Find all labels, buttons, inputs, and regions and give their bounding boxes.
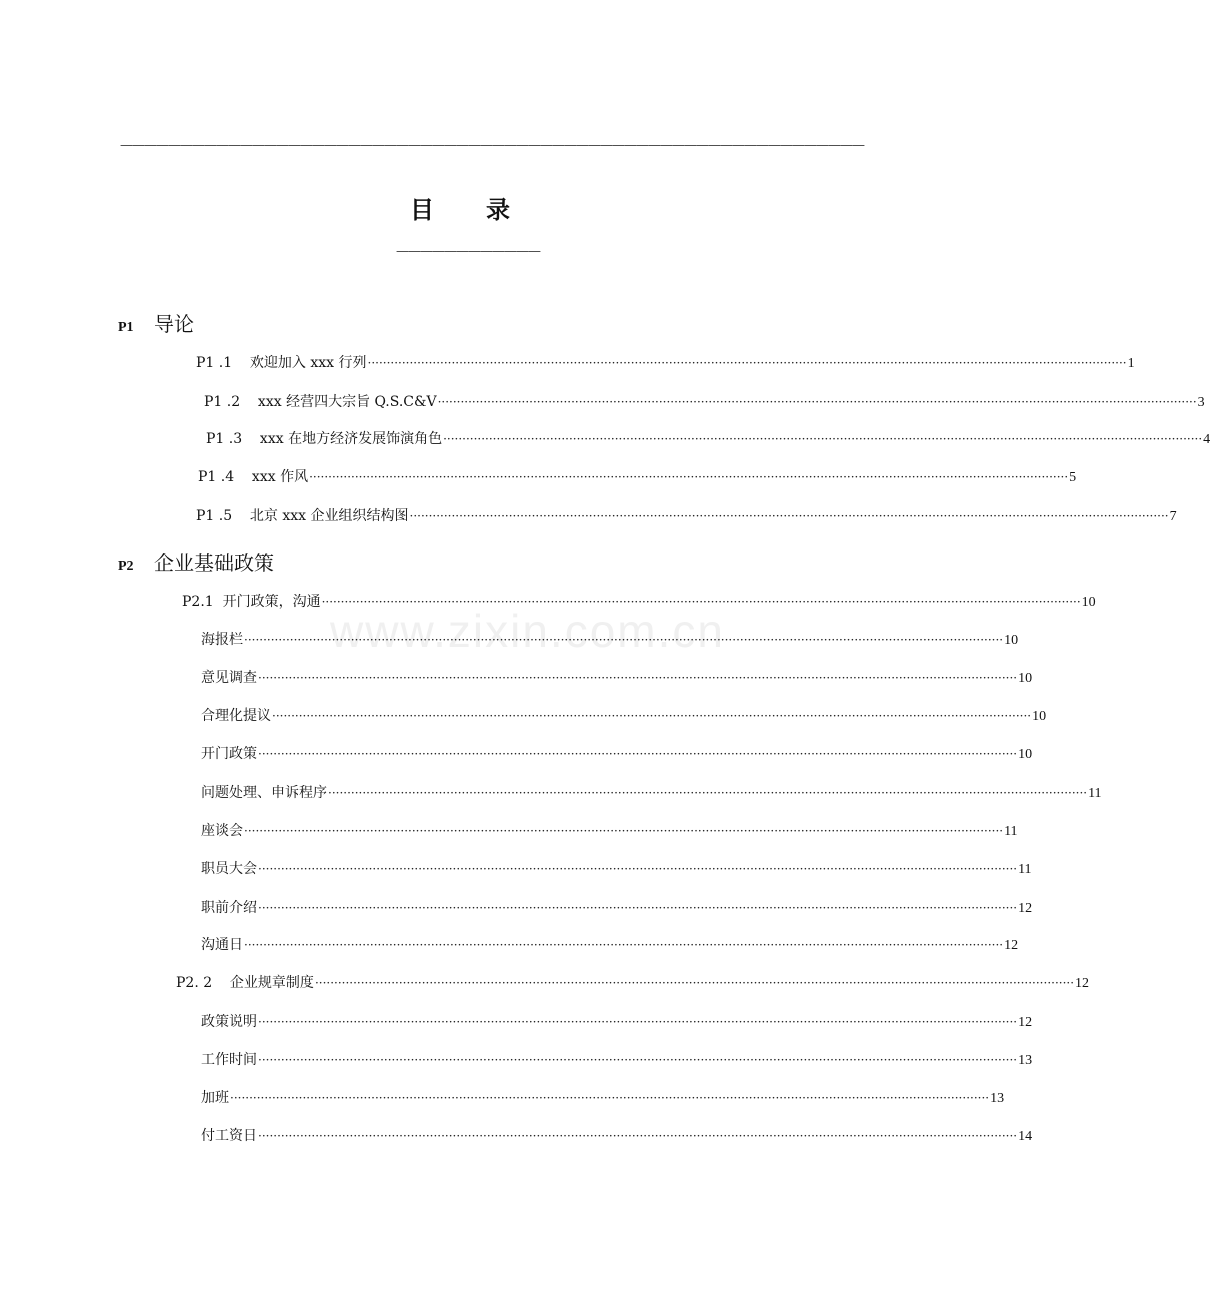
toc-entry-wenti-chuli[interactable]	[201, 784, 1102, 803]
title-char-1: 目	[410, 195, 434, 224]
toc-page-number: 4	[1203, 432, 1210, 447]
toc-entry-kaimen-zhengce[interactable]	[201, 745, 1033, 764]
section-number: P2	[118, 559, 134, 574]
toc-entry-label: 沟通日	[201, 937, 243, 953]
toc-entry-zhiqian-jieshao[interactable]	[201, 899, 1033, 918]
toc-entry-fu-gongzi-ri[interactable]	[201, 1127, 1033, 1146]
toc-entry-label: 政策说明	[201, 1014, 257, 1030]
toc-entry-goutongri[interactable]	[201, 936, 1019, 955]
toc-page-number: 14	[1018, 1129, 1033, 1144]
toc-leader-dots	[258, 745, 1017, 763]
toc-leader-dots	[410, 507, 1169, 525]
toc-leader-dots	[309, 468, 1068, 486]
toc-page-number: 13	[990, 1091, 1005, 1106]
toc-page-number: 12	[1004, 938, 1019, 953]
toc-page-number: 10	[1004, 633, 1019, 648]
toc-page-number: 10	[1081, 595, 1096, 610]
toc-entry-label: 付工资日	[201, 1128, 257, 1144]
toc-leader-dots	[368, 354, 1127, 372]
section-heading-p2	[118, 547, 274, 576]
toc-entry-label: P2. 2 企业规章制度	[176, 975, 314, 991]
toc-page-number: 3	[1197, 395, 1205, 410]
toc-leader-dots	[230, 1089, 989, 1107]
toc-leader-dots	[258, 860, 1017, 878]
toc-entry-label: P1 .5 北京 xxx 企业组织结构图	[196, 508, 409, 524]
toc-leader-dots	[258, 899, 1017, 917]
toc-page-number: 12	[1075, 976, 1090, 991]
toc-leader-dots	[258, 1013, 1017, 1031]
toc-page-number: 10	[1032, 709, 1047, 724]
toc-entry-helihua-tiyi[interactable]	[201, 707, 1047, 726]
toc-entry-zhengce-shuoming[interactable]	[201, 1013, 1033, 1032]
toc-page-number: 10	[1018, 747, 1033, 762]
toc-leader-dots	[258, 1051, 1017, 1069]
toc-entry-jiaban[interactable]	[201, 1089, 1005, 1108]
toc-entry-label: P1 .1 欢迎加入 xxx 行列	[196, 355, 367, 371]
toc-entry-yijian-diaocha[interactable]	[201, 669, 1033, 688]
toc-entry-haibaolan[interactable]	[201, 631, 1019, 650]
toc-entry-label: 问题处理、申诉程序	[201, 785, 327, 801]
toc-leader-dots	[244, 631, 1003, 649]
toc-entry-label: 海报栏	[201, 632, 243, 648]
page-title	[0, 190, 920, 225]
section-title: 导论	[154, 312, 194, 336]
toc-entry-label: 意见调查	[201, 670, 257, 686]
toc-entry-p2-2[interactable]	[176, 974, 1090, 993]
section-title: 企业基础政策	[154, 551, 274, 575]
toc-leader-dots	[244, 936, 1003, 954]
toc-page-number: 7	[1169, 509, 1177, 524]
toc-entry-p1-2[interactable]	[204, 393, 1205, 412]
toc-entry-zuotanhui[interactable]	[201, 822, 1018, 841]
title-underline: ————————————	[396, 244, 540, 259]
toc-leader-dots	[438, 393, 1197, 411]
toc-page-number: 13	[1018, 1053, 1033, 1068]
toc-page-number: 11	[1018, 862, 1032, 877]
toc-entry-zhiyuan-dahui[interactable]	[201, 860, 1032, 879]
toc-entry-label: 合理化提议	[201, 708, 271, 724]
toc-entry-label: 加班	[201, 1090, 229, 1106]
toc-entry-label: 职员大会	[201, 861, 257, 877]
toc-leader-dots	[322, 593, 1081, 611]
toc-leader-dots	[315, 974, 1074, 992]
toc-entry-p1-5[interactable]	[196, 507, 1177, 526]
toc-leader-dots	[443, 430, 1202, 448]
toc-page-number: 1	[1127, 356, 1135, 371]
section-heading-p1	[118, 308, 194, 337]
toc-entry-label: P1 .2 xxx 经营四大宗旨 Q.S.C&V	[204, 394, 437, 410]
toc-leader-dots	[258, 1127, 1017, 1145]
header-rule: ——————————————————————————————————————————————————————————————	[120, 138, 864, 153]
toc-entry-p1-1[interactable]	[196, 354, 1135, 373]
toc-page-number: 12	[1018, 1015, 1033, 1030]
toc-page-number: 12	[1018, 901, 1033, 916]
toc-page-number: 11	[1004, 824, 1018, 839]
toc-entry-label: 座谈会	[201, 823, 243, 839]
toc-entry-label: 工作时间	[201, 1052, 257, 1068]
toc-entry-label: P1 .3 xxx 在地方经济发展饰演角色	[206, 431, 443, 447]
toc-page-number: 5	[1069, 470, 1077, 485]
toc-entry-gongzuo-shijian[interactable]	[201, 1051, 1033, 1070]
toc-leader-dots	[244, 822, 1003, 840]
title-char-2: 录	[486, 195, 510, 224]
toc-entry-p2-1[interactable]	[182, 593, 1096, 612]
toc-entry-p1-4[interactable]	[198, 468, 1077, 487]
toc-leader-dots	[258, 669, 1017, 687]
toc-entry-label: P1 .4 xxx 作风	[198, 469, 309, 485]
toc-entry-label: P2.1 开门政策，沟通	[182, 594, 321, 610]
toc-page-number: 11	[1088, 786, 1102, 801]
toc-leader-dots	[328, 784, 1087, 802]
watermark: www.zixin.com.cn	[330, 605, 725, 657]
toc-entry-label: 开门政策	[201, 746, 257, 762]
toc-entry-p1-3[interactable]	[206, 430, 1210, 449]
toc-leader-dots	[272, 707, 1031, 725]
toc-page-number: 10	[1018, 671, 1033, 686]
section-number: P1	[118, 320, 134, 335]
toc-entry-label: 职前介绍	[201, 900, 257, 916]
